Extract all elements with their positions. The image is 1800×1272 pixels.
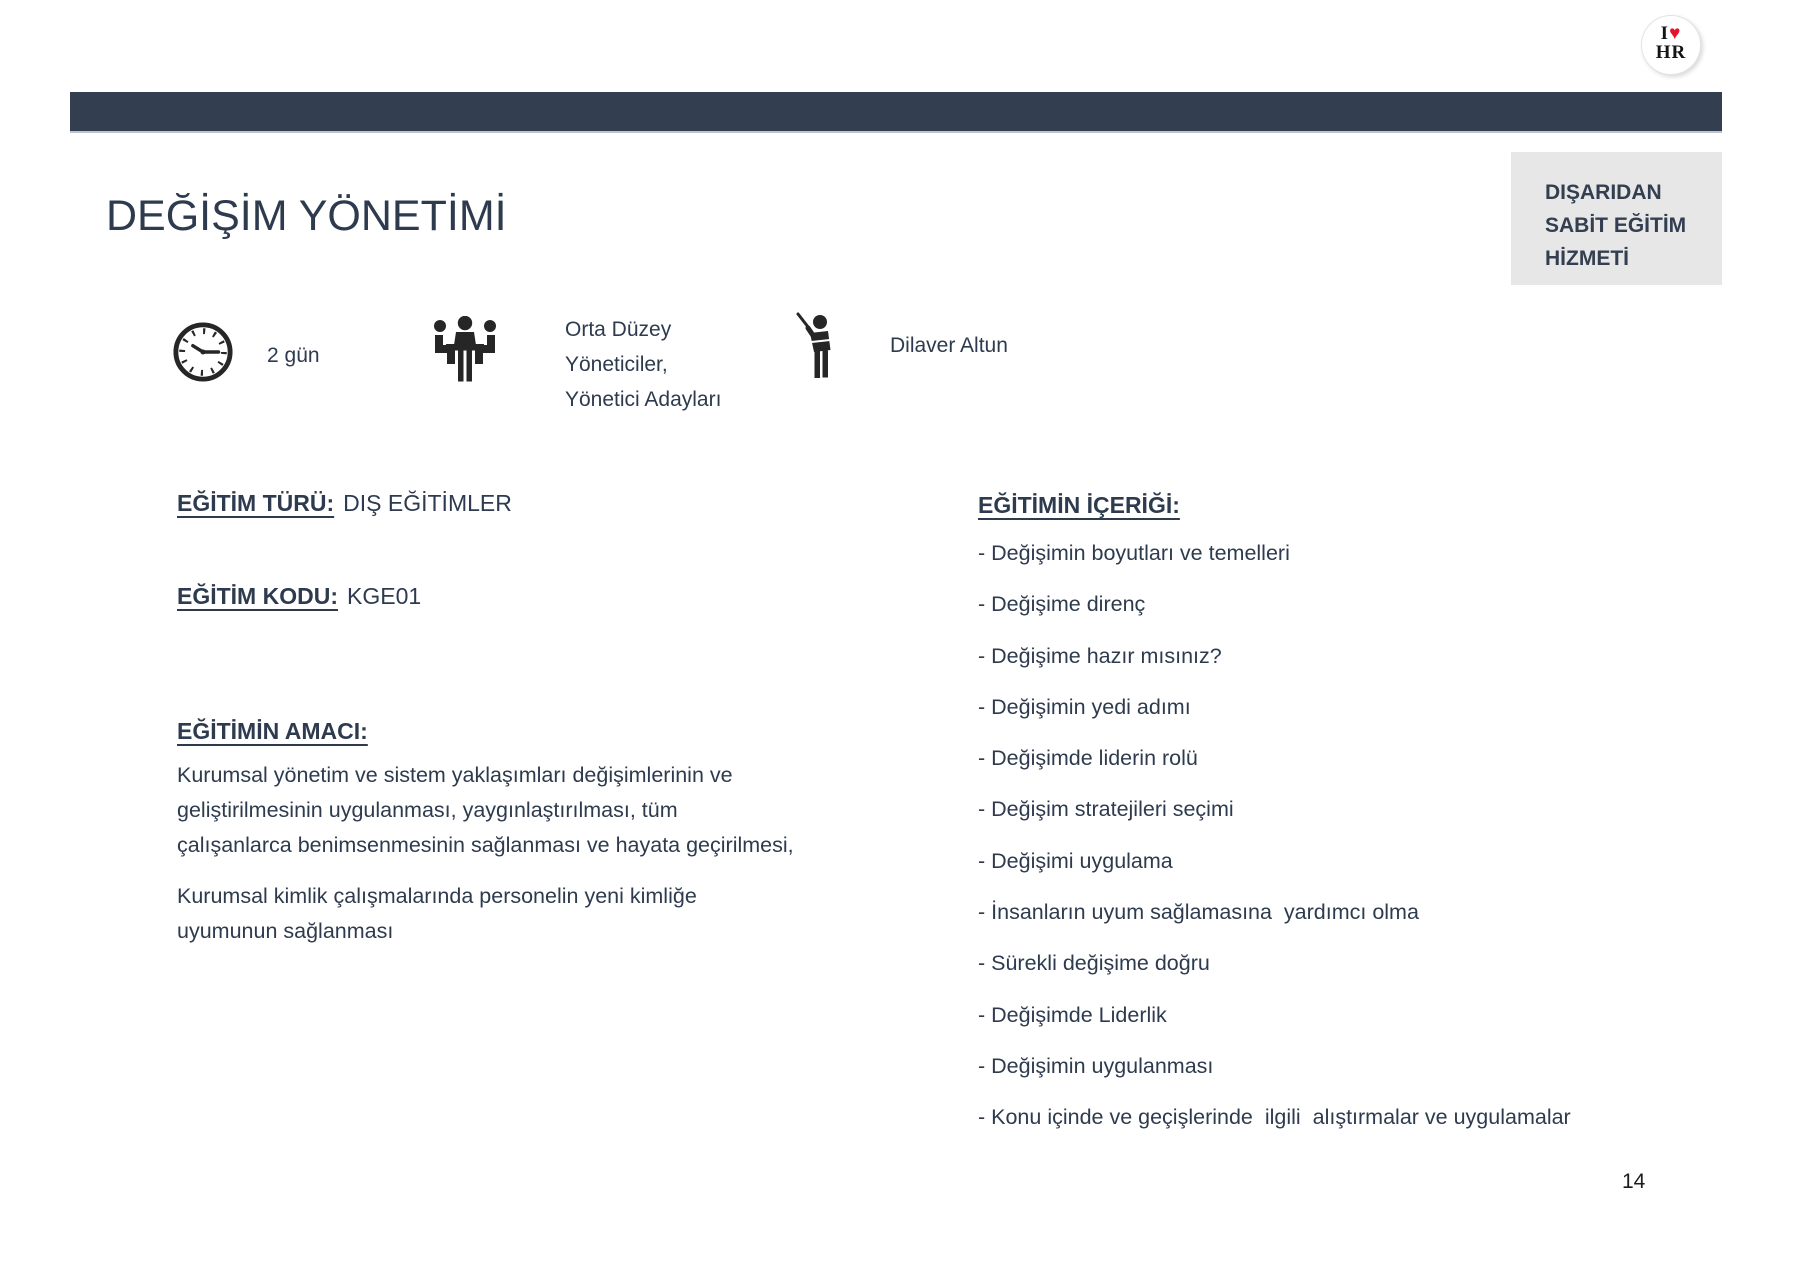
content-item: - İnsanların uyum sağlamasına yardımcı olma: [978, 900, 1419, 925]
audience-line: Yönetici Adayları: [565, 388, 722, 411]
page-title: DEĞİŞİM YÖNETİMİ: [106, 192, 507, 240]
top-divider-bar: [70, 92, 1722, 131]
heart-icon: ♥: [1669, 23, 1682, 44]
content-item: - Konu içinde ve geçişlerinde ilgili alıştırmalar ve uygulamalar: [978, 1105, 1571, 1130]
training-type-field: [177, 490, 512, 517]
content-item: - Değişime direnç: [978, 592, 1146, 617]
badge-line: SABİT EĞİTİM: [1545, 214, 1687, 237]
content-item: - Değişimi uygulama: [978, 848, 1173, 873]
training-type-label: EĞİTİM TÜRÜ:: [177, 490, 335, 516]
content-item: - Değişimin boyutları ve temelleri: [978, 541, 1290, 565]
page-number: 14: [1622, 1170, 1646, 1193]
purpose-paragraph: Kurumsal kimlik çalışmalarında personelin yeni kimliğe uyumunun sağlanması: [177, 884, 697, 943]
purpose-paragraphs: [177, 758, 795, 965]
presenter-icon: [795, 311, 839, 381]
content-item: - Değişime hazır mısınız?: [978, 643, 1222, 668]
audience-line: Yöneticiler,: [565, 353, 668, 376]
content-heading: EĞİTİMİN İÇERİĞİ:: [978, 492, 1180, 518]
content-item: - Değişimde Liderlik: [978, 1002, 1167, 1027]
training-code-field: [177, 583, 421, 610]
logo-line-2: HR: [1655, 42, 1687, 63]
training-service-badge: [1511, 152, 1722, 285]
audience-line: Orta Düzey: [565, 318, 672, 341]
training-code-label: EĞİTİM KODU:: [177, 583, 338, 609]
content-item: - Değişimin yedi adımı: [978, 694, 1191, 719]
audience-text: [565, 312, 721, 417]
trainer-text: Dilaver Altun: [890, 334, 1008, 357]
content-item: - Değişimin uygulanması: [978, 1053, 1214, 1078]
logo-line-1: [1642, 24, 1700, 43]
purpose-paragraph: Kurumsal yönetim ve sistem yaklaşımları değişimlerinin ve geliştirilmesinin uygulanması, yaygınlaştırılması, tüm çalışanlarca benimsenmesinin sağlanması ve hayata geçirilmesi,: [177, 763, 794, 857]
badge-line: DIŞARIDAN: [1545, 181, 1662, 204]
logo-letter-i: I: [1660, 23, 1670, 44]
content-item: - Değişimde liderin rolü: [978, 746, 1198, 771]
meeting-icon: [430, 316, 500, 386]
content-item: - Sürekli değişime doğru: [978, 951, 1210, 976]
duration-text: 2 gün: [267, 344, 320, 367]
badge-line: HİZMETİ: [1545, 247, 1629, 270]
i-love-hr-logo: [1641, 15, 1701, 75]
clock-icon: [172, 321, 234, 383]
content-item: - Değişim stratejileri seçimi: [978, 797, 1234, 822]
content-list: [978, 528, 1738, 1144]
purpose-heading: EĞİTİMİN AMACI:: [177, 718, 368, 744]
training-code-value: KGE01: [347, 583, 422, 609]
training-type-value: DIŞ EĞİTİMLER: [343, 490, 512, 516]
